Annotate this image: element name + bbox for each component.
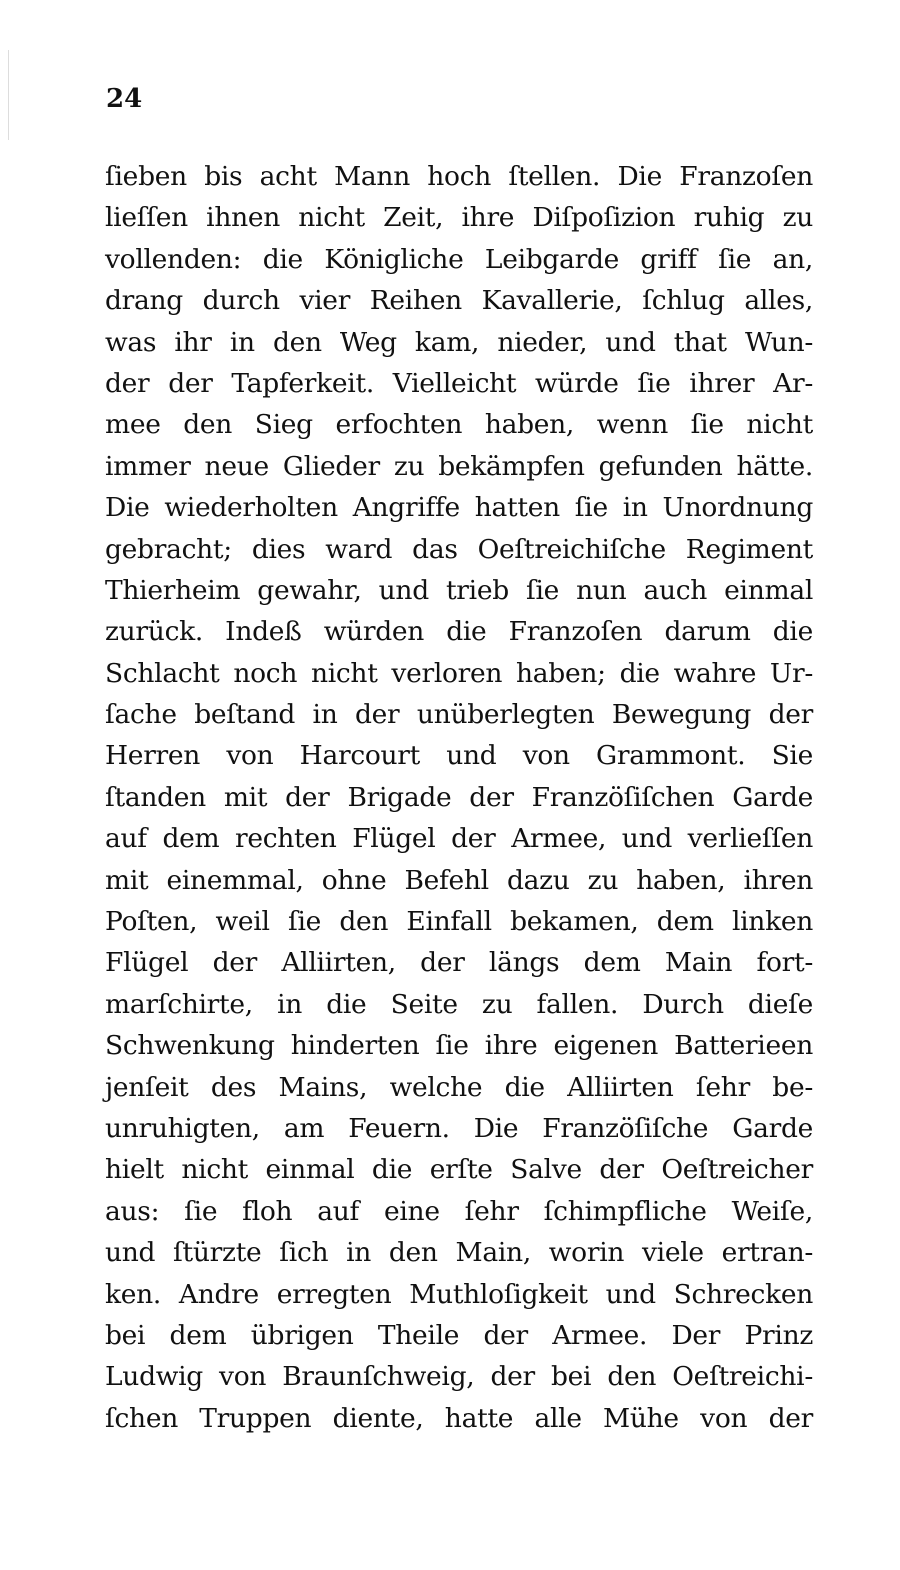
text-line: Die wiederholten Angriffe hatten ſie in Unordnung [105,492,813,524]
text-line: Poſten, weil ſie den Einfall bekamen, dem linken [105,906,813,938]
text-line: lieſſen ihnen nicht Zeit, ihre Diſpoſizion ruhig zu [105,202,813,234]
page-number: 24 [106,84,143,114]
text-line: gebracht; dies ward das Oeſtreichiſche Regiment [105,533,813,565]
text-line: und ſtürzte ſich in den Main, worin viele ertran- [105,1237,813,1269]
text-line: drang durch vier Reihen Kavallerie, ſchlug alles, [105,285,813,317]
page-body-text [105,156,813,1439]
text-line: Schwenkung hinderten ſie ihre eigenen Batterieen [105,1030,813,1062]
text-line: mee den Sieg erfochten haben, wenn ſie nicht [105,409,813,441]
text-line: der der Tapferkeit. Vielleicht würde ſie ihrer Ar- [105,367,813,399]
text-line: ſache beſtand in der unüberlegten Bewegung der [105,699,813,731]
text-line: marſchirte, in die Seite zu fallen. Durch dieſe [105,988,813,1020]
text-line: was ihr in den Weg kam, nieder, und that Wun- [105,326,813,358]
text-line: auf dem rechten Flügel der Armee, und verlieſſen [105,823,813,855]
text-line: ſchen Truppen diente, hatte alle Mühe von der [105,1402,813,1434]
text-line: bei dem übrigen Theile der Armee. Der Prinz [105,1319,813,1351]
text-line: zurück. Indeß würden die Franzoſen darum die [105,616,813,648]
text-line: Flügel der Alliirten, der längs dem Main fort- [105,947,813,979]
text-line: ſieben bis acht Mann hoch ſtellen. Die Franzoſen [105,161,813,192]
text-line: vollenden: die Königliche Leibgarde griff ſie an, [105,243,813,275]
text-line: unruhigten, am Feuern. Die Franzöſiſche Garde [105,1112,813,1144]
text-line: aus: ſie floh auf eine ſehr ſchimpfliche Weiſe, [105,1195,813,1227]
text-line: ken. Andre erregten Muthloſigkeit und Schrecken [105,1278,813,1310]
scan-edge-mark [8,50,9,140]
text-line: jenſeit des Mains, welche die Alliirten ſehr be- [105,1071,813,1103]
text-line: immer neue Glieder zu bekämpfen gefunden hätte. [105,450,813,482]
text-line: Herren von Harcourt und von Grammont. Sie [105,740,813,772]
text-line: Thierheim gewahr, und trieb ſie nun auch einmal [105,574,813,606]
text-line: mit einemmal, ohne Befehl dazu zu haben, ihren [105,864,813,896]
text-line: ſtanden mit der Brigade der Franzöſiſchen Garde [105,781,813,813]
text-line: Schlacht noch nicht verloren haben; die wahre Ur- [105,657,813,689]
text-line: Ludwig von Braunſchweig, der bei den Oeſtreichi- [105,1361,813,1393]
text-line: hielt nicht einmal die erſte Salve der Oeſtreicher [105,1154,813,1186]
